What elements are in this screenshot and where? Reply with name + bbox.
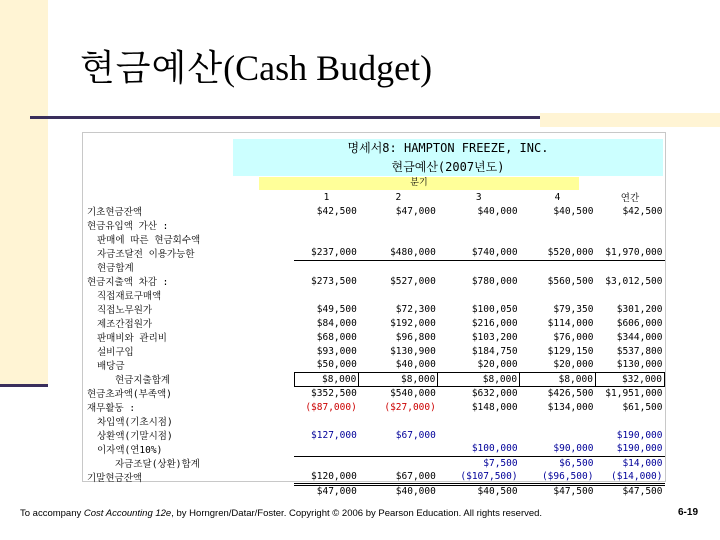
table-cell: $20,000 <box>553 359 594 371</box>
table-cell <box>294 456 359 470</box>
column-header: 연간 <box>620 193 640 204</box>
row-label: 기초현금잔액 <box>87 207 143 218</box>
table-cell: $537,800 <box>616 345 663 357</box>
row-label: 기말현금잔액 <box>87 473 143 484</box>
table-cell <box>359 414 438 428</box>
sheet-subheading: 현금예산(2007년도) <box>233 158 663 176</box>
row-label: 현금유입액 가산 : <box>87 221 169 232</box>
table-cell: $72,300 <box>395 303 436 315</box>
table-cell: $40,000 <box>395 359 436 371</box>
row-label: 현금초과액(부족액) <box>87 389 172 400</box>
table-cell: ($107,500) <box>438 470 520 484</box>
table-cell <box>294 260 359 274</box>
slide-title-english: (Cash Budget) <box>223 48 433 88</box>
table-row <box>85 316 665 330</box>
table-cell <box>359 218 438 232</box>
table-cell: $114,000 <box>547 317 594 329</box>
table-cell: $47,000 <box>395 205 436 217</box>
row-label: 재무활동 : <box>87 403 136 414</box>
table-cell: $237,000 <box>294 246 359 260</box>
table-cell <box>520 288 596 302</box>
table-cell: $129,150 <box>547 345 594 357</box>
table-cell <box>359 456 438 470</box>
table-cell <box>359 288 438 302</box>
table-cell: $40,000 <box>477 205 518 217</box>
footer-prefix: To accompany <box>20 508 84 519</box>
footer-book-title: Cost Accounting 12e <box>83 508 172 519</box>
table-cell <box>294 414 359 428</box>
table-cell: $1,951,000 <box>605 387 663 399</box>
table-cell <box>359 442 438 456</box>
table-cell <box>438 428 520 442</box>
table-row <box>85 344 665 358</box>
table-cell: $49,500 <box>316 303 357 315</box>
table-cell: $8,000 <box>520 372 596 386</box>
row-label: 배당금 <box>97 361 125 372</box>
table-row <box>85 274 665 288</box>
table-cell: $67,000 <box>359 470 438 484</box>
copyright-footer <box>20 508 542 519</box>
table-cell <box>359 232 438 246</box>
table-cell: $8,000 <box>438 372 520 386</box>
table-cell: $560,500 <box>547 275 594 287</box>
row-label: 상환액(기말시점) <box>97 431 173 442</box>
table-cell <box>438 218 520 232</box>
row-label: 자금조달전 이용가능한 <box>97 249 195 260</box>
column-header: 2 <box>395 191 402 203</box>
table-cell: $40,500 <box>553 205 594 217</box>
table-cell <box>595 218 664 232</box>
table-cell: $127,000 <box>311 429 357 441</box>
table-cell: $192,000 <box>390 317 436 329</box>
table-cell: $480,000 <box>359 246 438 260</box>
table-cell: $1,970,000 <box>595 246 664 260</box>
table-row <box>85 386 665 400</box>
table-cell: ($14,000) <box>595 470 664 484</box>
row-label: 현금지출합계 <box>115 375 171 386</box>
table-cell: $67,000 <box>395 429 436 441</box>
table-cell: ($96,500) <box>520 470 596 484</box>
table-cell: $3,012,500 <box>605 275 663 287</box>
table-cell: $42,500 <box>316 205 357 217</box>
table-cell: $740,000 <box>438 246 520 260</box>
table-cell: $273,500 <box>311 275 357 287</box>
table-row <box>85 330 665 344</box>
slide-title <box>80 40 432 91</box>
header-blank <box>85 190 294 204</box>
table-cell: $40,000 <box>395 486 436 498</box>
quarter-label: 분기 <box>259 177 579 190</box>
row-label: 직접노무원가 <box>97 305 153 316</box>
row-label: 이자액(연10%) <box>97 445 163 456</box>
table-cell <box>359 260 438 274</box>
table-cell: $42,500 <box>622 205 663 217</box>
footer-suffix: , by Horngren/Datar/Foster. Copyright © 2006 by Pearson Education. All rights reserved. <box>171 508 543 519</box>
table-cell: $130,000 <box>616 359 663 371</box>
table-row <box>85 260 665 274</box>
table-cell: $130,900 <box>390 345 436 357</box>
table-cell <box>294 232 359 246</box>
table-header-row <box>85 190 665 204</box>
row-label: 판매에 따른 현금회수액 <box>97 235 201 246</box>
table-cell <box>438 288 520 302</box>
table-cell: $61,500 <box>622 401 663 413</box>
table-cell: $216,000 <box>471 317 518 329</box>
sheet-heading: 명세서8: HAMPTON FREEZE, INC. <box>233 139 663 158</box>
cash-budget-table <box>85 190 665 498</box>
title-rule-box <box>540 113 720 127</box>
table-cell: $8,000 <box>294 372 359 386</box>
table-cell: $47,000 <box>316 486 357 498</box>
table-cell: ($87,000) <box>305 401 357 413</box>
table-cell <box>520 260 596 274</box>
left-accent-bar <box>0 0 48 384</box>
table-cell: $134,000 <box>547 401 594 413</box>
row-label: 설비구입 <box>97 347 134 358</box>
table-cell: $84,000 <box>316 317 357 329</box>
table-cell: $540,000 <box>390 387 436 399</box>
table-row <box>85 372 665 386</box>
table-cell: $520,000 <box>520 246 596 260</box>
table-cell: $90,000 <box>520 442 596 456</box>
table-cell: $68,000 <box>316 331 357 343</box>
table-row <box>85 470 665 484</box>
table-cell <box>520 414 596 428</box>
table-cell: $7,500 <box>483 457 518 469</box>
table-cell: $344,000 <box>616 331 663 343</box>
table-cell: $190,000 <box>616 429 663 441</box>
cash-budget-sheet <box>82 132 666 498</box>
table-row <box>85 232 665 246</box>
column-header: 4 <box>554 191 561 203</box>
table-cell: $32,000 <box>595 372 664 386</box>
table-cell <box>520 232 596 246</box>
table-cell: $47,500 <box>622 486 663 498</box>
row-label: 직접재료구매액 <box>97 291 162 302</box>
left-accent-strip <box>0 384 48 387</box>
table-cell: $352,500 <box>311 387 357 399</box>
table-cell: $606,000 <box>616 317 663 329</box>
table-cell <box>595 260 664 274</box>
table-cell: $93,000 <box>316 345 357 357</box>
table-cell <box>294 442 359 456</box>
table-cell: $96,800 <box>395 331 436 343</box>
table-cell: $780,000 <box>471 275 518 287</box>
table-row <box>85 358 665 372</box>
row-label: 자금조달(상환)합계 <box>115 459 200 470</box>
table-cell: $632,000 <box>471 387 518 399</box>
table-cell <box>520 428 596 442</box>
table-cell <box>595 414 664 428</box>
table-cell: $527,000 <box>390 275 436 287</box>
table-cell: $14,000 <box>622 457 663 469</box>
table-cell: $76,000 <box>553 331 594 343</box>
table-cell: $103,200 <box>471 331 518 343</box>
table-row <box>85 400 665 414</box>
table-cell <box>438 232 520 246</box>
column-header: 3 <box>475 191 482 203</box>
table-cell: $20,000 <box>477 359 518 371</box>
table-row <box>85 442 665 456</box>
row-label <box>85 484 294 498</box>
row-label: 현금합계 <box>97 263 134 274</box>
table-cell: ($27,000) <box>384 401 436 413</box>
table-cell: $100,050 <box>471 303 518 315</box>
table-cell: $79,350 <box>553 303 594 315</box>
table-cell <box>294 288 359 302</box>
row-label: 차입액(기초시점) <box>97 417 173 428</box>
table-cell: $50,000 <box>316 359 357 371</box>
table-row <box>85 246 665 260</box>
table-row <box>85 456 665 470</box>
table-cell <box>294 218 359 232</box>
page-number: 6-19 <box>678 507 699 518</box>
table-cell: $100,000 <box>438 442 520 456</box>
table-row <box>85 414 665 428</box>
row-label: 현금지출액 차감 : <box>87 277 169 288</box>
table-row <box>85 204 665 218</box>
table-cell <box>438 414 520 428</box>
table-cell: $6,500 <box>559 457 594 469</box>
table-cell: $184,750 <box>471 345 518 357</box>
table-cell <box>520 218 596 232</box>
table-cell: $8,000 <box>359 372 438 386</box>
row-label: 판매비와 관리비 <box>97 333 167 344</box>
table-row <box>85 288 665 302</box>
table-cell: $426,500 <box>547 387 594 399</box>
column-header: 1 <box>323 191 330 203</box>
table-row <box>85 218 665 232</box>
table-cell <box>595 288 664 302</box>
table-cell: $40,500 <box>477 486 518 498</box>
table-cell: $301,200 <box>616 303 663 315</box>
table-cell: $120,000 <box>294 470 359 484</box>
table-cell <box>595 232 664 246</box>
row-label: 제조간접원가 <box>97 319 153 330</box>
table-row <box>85 302 665 316</box>
table-row <box>85 484 665 498</box>
table-cell: $148,000 <box>471 401 518 413</box>
table-cell: $190,000 <box>595 442 664 456</box>
table-cell <box>438 260 520 274</box>
table-cell: $47,500 <box>553 486 594 498</box>
table-row <box>85 428 665 442</box>
slide-title-korean: 현금예산 <box>80 48 224 89</box>
